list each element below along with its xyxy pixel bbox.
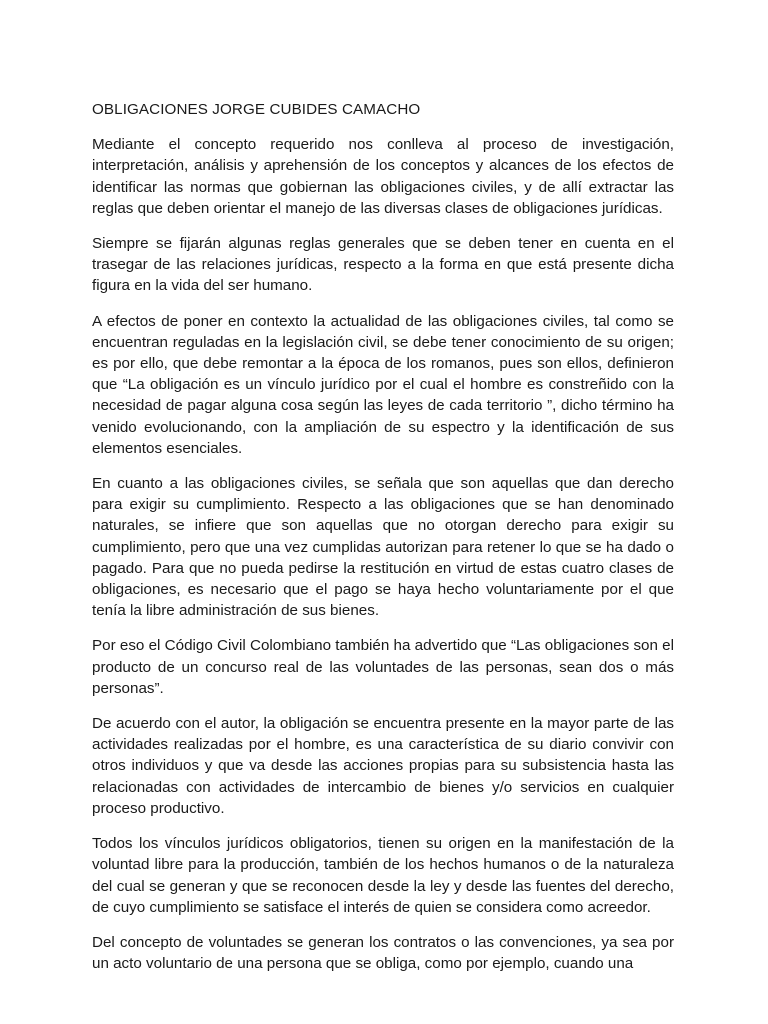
paragraph-8: Del concepto de voluntades se generan los contratos o las convenciones, ya sea por un acto voluntario de una persona que se obliga, como por ejemplo, cuando una bbox=[92, 933, 674, 973]
paragraph-2: Siempre se fijarán algunas reglas generales que se deben tener en cuenta en el trasegar de las relaciones jurídicas, respecto a la forma en que está presente dicha figura en la vida del ser humano. bbox=[92, 235, 674, 295]
paragraph-6: De acuerdo con el autor, la obligación se encuentra presente en la mayor parte de las actividades realizadas por el hombre, es una característica de su diario convivir con otros individuos y que va desde las acciones propias para su subsistencia hasta las relacionadas con actividades de intercambio de bienes y/o servicios en cualquier proceso productivo. bbox=[92, 715, 674, 817]
paragraph-3: A efectos de poner en contexto la actualidad de las obligaciones civiles, tal como se encuentran reguladas en la legislación civil, se debe tener conocimiento de su origen; es por ello, que debe remontar a la época de los romanos, pues son ellos, definieron que “La obligación es un vínculo jurídico por el cual el hombre es constreñido con la necesidad de pagar alguna cosa según las leyes de cada territorio ”, dicho término ha venido evolucionando, con la ampliación de su espectro y la identificación de sus elementos esenciales. bbox=[92, 312, 674, 457]
paragraph-5: Por eso el Código Civil Colombiano también ha advertido que “Las obligaciones son el producto de un concurso real de las voluntades de las personas, sean dos o más personas”. bbox=[92, 637, 674, 697]
document-body bbox=[92, 99, 674, 988]
document-title: OBLIGACIONES JORGE CUBIDES CAMACHO bbox=[92, 101, 421, 118]
paragraph-7: Todos los vínculos jurídicos obligatorios, tienen su origen en la manifestación de la voluntad libre para la producción, también de los hechos humanos o de la naturaleza del cual se generan y que se reconocen desde la ley y desde las fuentes del derecho, de cuyo cumplimiento se satisface el interés de quien se considera como acreedor. bbox=[92, 835, 674, 916]
paragraph-1: Mediante el concepto requerido nos conlleva al proceso de investigación, interpretación, análisis y aprehensión de los conceptos y alcances de los efectos de identificar las normas que gobiernan las obligaciones civiles, y de allí extractar las reglas que deben orientar el manejo de las diversas clases de obligaciones jurídicas. bbox=[92, 136, 674, 217]
paragraph-4: En cuanto a las obligaciones civiles, se señala que son aquellas que dan derecho para exigir su cumplimiento. Respecto a las obligaciones que se han denominado naturales, se infiere que son aquellas que no otorgan derecho para exigir su cumplimiento, pero que una vez cumplidas autorizan para retener lo que se ha dado o pagado. Para que no pueda pedirse la restitución en virtud de estas cuatro clases de obligaciones, es necesario que el pago se haya hecho voluntariamente por el que tenía la libre administración de sus bienes. bbox=[92, 475, 674, 620]
